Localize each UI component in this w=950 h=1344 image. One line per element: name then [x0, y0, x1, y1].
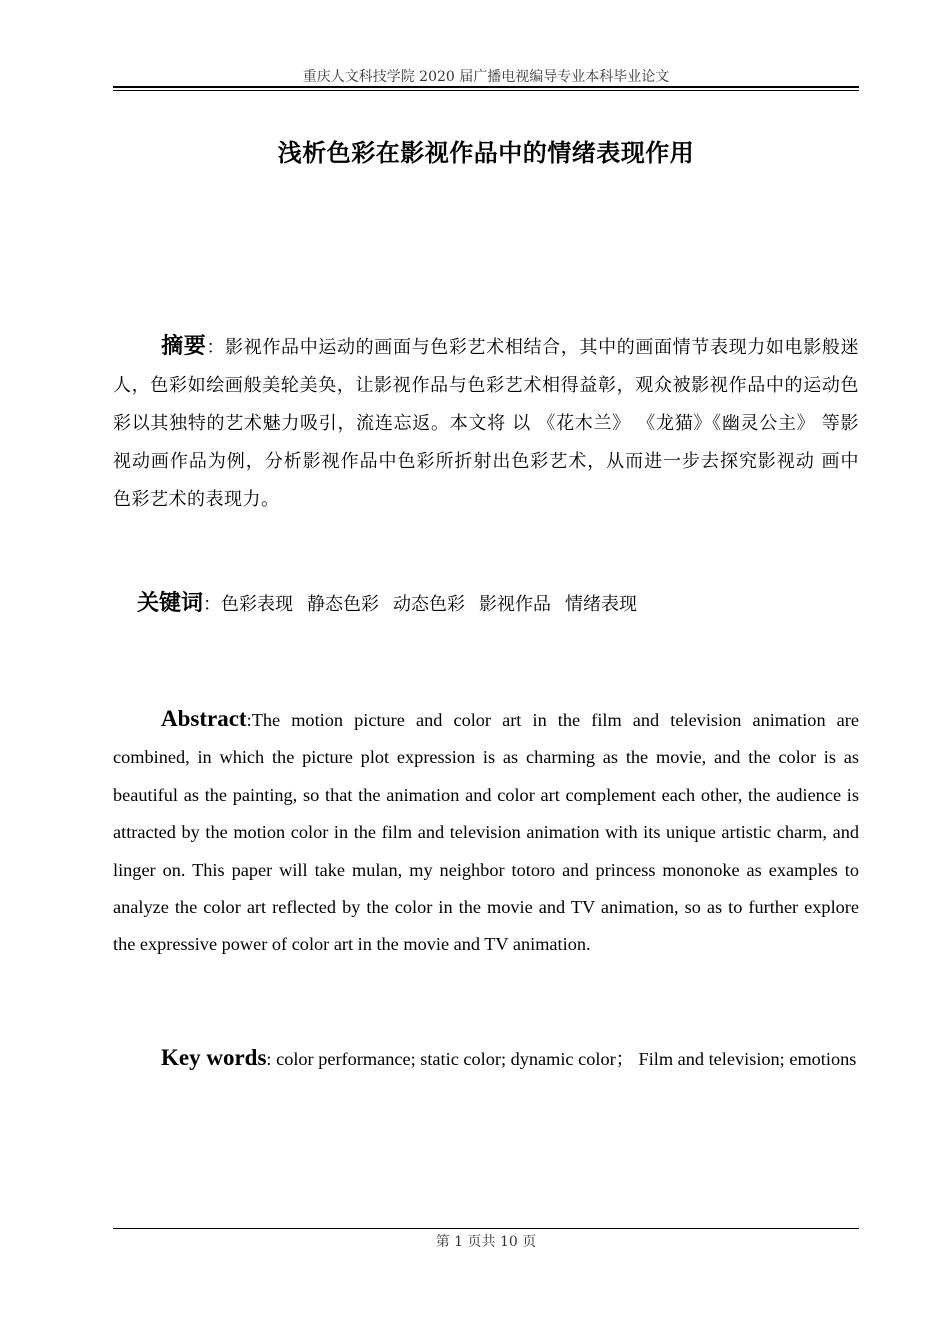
chinese-abstract-text: 影视作品中运动的画面与色彩艺术相结合，其中的画面情节表现力如电影般迷人，色彩如绘画般美轮美奂，让影视作品与色彩艺术相得益彰，观众被影视作品中的运动色彩以其独特的艺术魅力吸引，流连忘返。本文将 以 《花木兰》 《龙猫》《幽灵公主》 等影视动画作品为例，分析影视作品中色彩所折射出色彩艺术，从而进一步去探究影视动 画中色彩艺术的表现力。	[113, 337, 859, 510]
chinese-keywords-label: 关键词	[137, 591, 204, 616]
english-keywords-label: Key words	[161, 1045, 267, 1070]
page-number: 第 1 页共 10 页	[435, 1234, 537, 1250]
english-keywords	[113, 1034, 859, 1083]
english-abstract	[113, 700, 859, 964]
keyword: 静态色彩	[307, 594, 380, 615]
english-abstract-text: The motion picture and color art in the film and television animation are combined, in which the picture plot expression is as charming as the movie, and the color is as beautiful as the painting, so that the animation and color art complement each other, the audience is attracted by the motion color in the film and television animation with its unique artistic charm, and linger on. This paper will take mulan, my neighbor totoro and princess mononoke as examples to analyze the color art reflected by the color in the movie and TV animation, so as to further explore the expressive power of color art in the movie and TV animation.	[113, 710, 859, 955]
english-keywords-text: color performance; static color; dynamic color； Film and television; emotions	[271, 1049, 857, 1069]
footer-rule	[113, 1228, 859, 1229]
running-header: 重庆人文科技学院 2020 届广播电视编导专业本科毕业论文	[302, 69, 670, 85]
chinese-abstract-colon: ：	[206, 337, 226, 358]
keyword: 影视作品	[479, 594, 552, 615]
chinese-keywords-colon: ：	[203, 594, 222, 615]
keyword: 情绪表现	[565, 594, 638, 615]
english-abstract-colon: :	[246, 710, 252, 730]
chinese-abstract	[113, 328, 859, 519]
chinese-keywords	[137, 588, 857, 621]
english-abstract-label: Abstract	[161, 706, 247, 731]
keyword: 动态色彩	[393, 594, 466, 615]
keyword: 色彩表现	[221, 594, 294, 615]
header-rule	[113, 86, 859, 91]
chinese-abstract-label: 摘要	[161, 334, 207, 359]
english-keywords-colon: :	[266, 1049, 272, 1069]
paper-title: 浅析色彩在影视作品中的情绪表现作用	[277, 139, 695, 167]
